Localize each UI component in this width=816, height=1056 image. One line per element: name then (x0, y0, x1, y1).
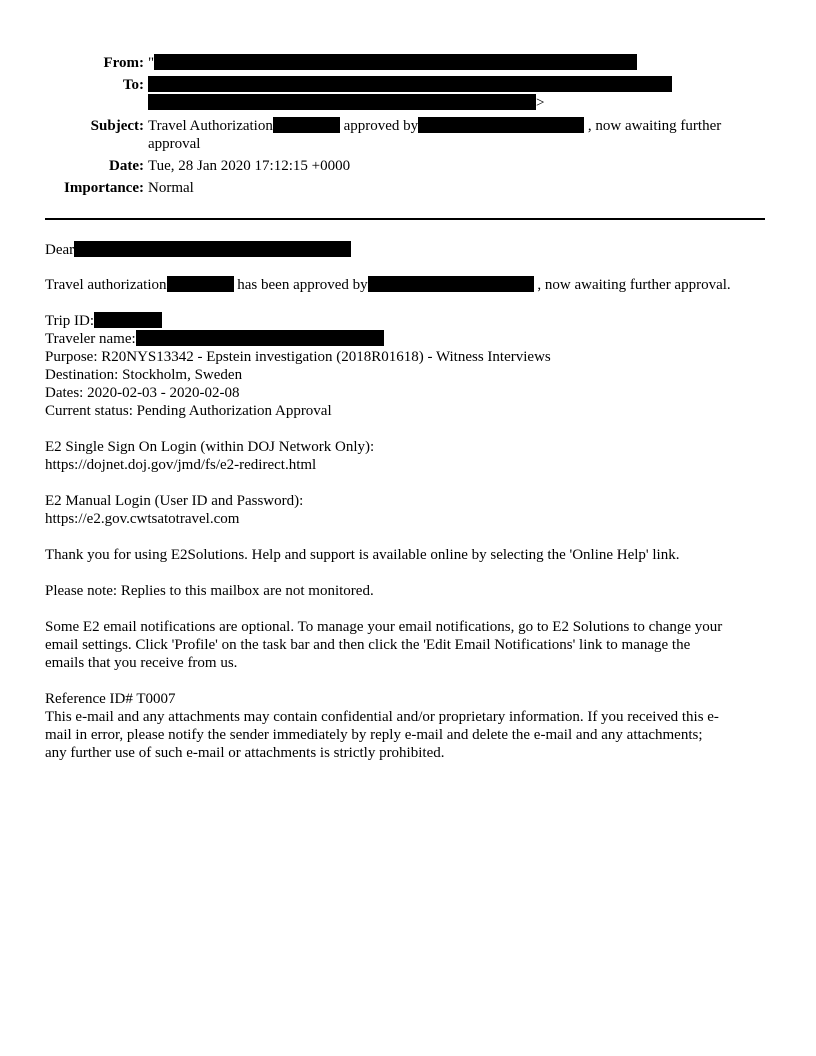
subject-text-1: Travel Authorization (148, 118, 273, 134)
redaction-block (273, 117, 340, 133)
to-label: To: (122, 77, 144, 93)
sso-section (45, 438, 771, 474)
destination: Destination: Stockholm, Sweden (45, 367, 243, 383)
to-value-line2 (148, 94, 544, 112)
to-angle: > (536, 95, 545, 111)
approval-text-3: , now awaiting further approval. (537, 277, 731, 293)
header-divider (45, 218, 765, 220)
sso-title: E2 Single Sign On Login (within DOJ Network Only): (45, 439, 375, 455)
redaction-block (418, 117, 584, 133)
trip-id-label: Trip ID: (45, 313, 95, 329)
manual-login-section (45, 492, 771, 528)
trip-id (45, 312, 771, 330)
from-quote: " (148, 55, 155, 71)
reference-paragraph (45, 690, 771, 762)
dates: Dates: 2020-02-03 - 2020-02-08 (45, 385, 240, 401)
thanks-paragraph (45, 546, 771, 564)
manual-title: E2 Manual Login (User ID and Password): (45, 493, 304, 509)
date-value: Tue, 28 Jan 2020 17:12:15 +0000 (148, 158, 351, 174)
disclaimer-line: mail in error, please notify the sender immediately by reply e-mail and delete the e-mail and any attachments; (45, 727, 703, 743)
email-body (45, 241, 771, 780)
subject-text-3: , now awaiting further approval (148, 118, 722, 152)
optional-line: Some E2 email notifications are optional. To manage your email notifications, go to E2 Solutions to change your (45, 619, 723, 635)
redaction-block (74, 241, 351, 257)
current-status: Current status: Pending Authorization Approval (45, 403, 332, 419)
optional-line: emails that you receive from us. (45, 655, 238, 671)
purpose: Purpose: R20NYS13342 - Epstein investigation (2018R01618) - Witness Interviews (45, 349, 551, 365)
disclaimer-line: any further use of such e-mail or attachments is strictly prohibited. (45, 745, 445, 761)
thanks-text: Thank you for using E2Solutions. Help and support is available online by selecting the 'Online Help' link. (45, 547, 680, 563)
subject-text-2: approved by (343, 118, 419, 134)
reference-id: Reference ID# T0007 (45, 691, 176, 707)
from-value (148, 54, 637, 72)
subject-label: Subject: (90, 118, 144, 134)
approval-line (45, 276, 771, 294)
subject-value (148, 117, 758, 153)
redaction-block (368, 276, 534, 292)
note-paragraph (45, 582, 771, 600)
importance-value: Normal (148, 180, 194, 196)
redaction-block (167, 276, 234, 292)
traveler-label: Traveler name: (45, 331, 136, 347)
redaction-block (154, 54, 637, 70)
from-label: From: (103, 55, 144, 71)
approval-text-2: has been approved by (237, 277, 368, 293)
redaction-block (148, 76, 672, 92)
sso-url: https://dojnet.doj.gov/jmd/fs/e2-redirect.html (45, 457, 317, 473)
redaction-block (136, 330, 384, 346)
manual-url: https://e2.gov.cwtsatotravel.com (45, 511, 240, 527)
importance-label: Importance: (64, 180, 144, 196)
optional-line: email settings. Click 'Profile' on the task bar and then click the 'Edit Email Notifications' link to manage the (45, 637, 691, 653)
note-text: Please note: Replies to this mailbox are not monitored. (45, 583, 374, 599)
to-value-line1 (148, 76, 672, 94)
greeting (45, 241, 771, 259)
redaction-block (148, 94, 536, 110)
approval-text-1: Travel authorization (45, 277, 167, 293)
trip-details (45, 312, 771, 420)
redaction-block (94, 312, 162, 328)
traveler-name (45, 330, 771, 348)
greeting-text: Dear (45, 242, 75, 258)
date-label: Date: (109, 158, 144, 174)
optional-paragraph (45, 618, 771, 672)
disclaimer-line: This e-mail and any attachments may contain confidential and/or proprietary information. If you received this e- (45, 709, 719, 725)
